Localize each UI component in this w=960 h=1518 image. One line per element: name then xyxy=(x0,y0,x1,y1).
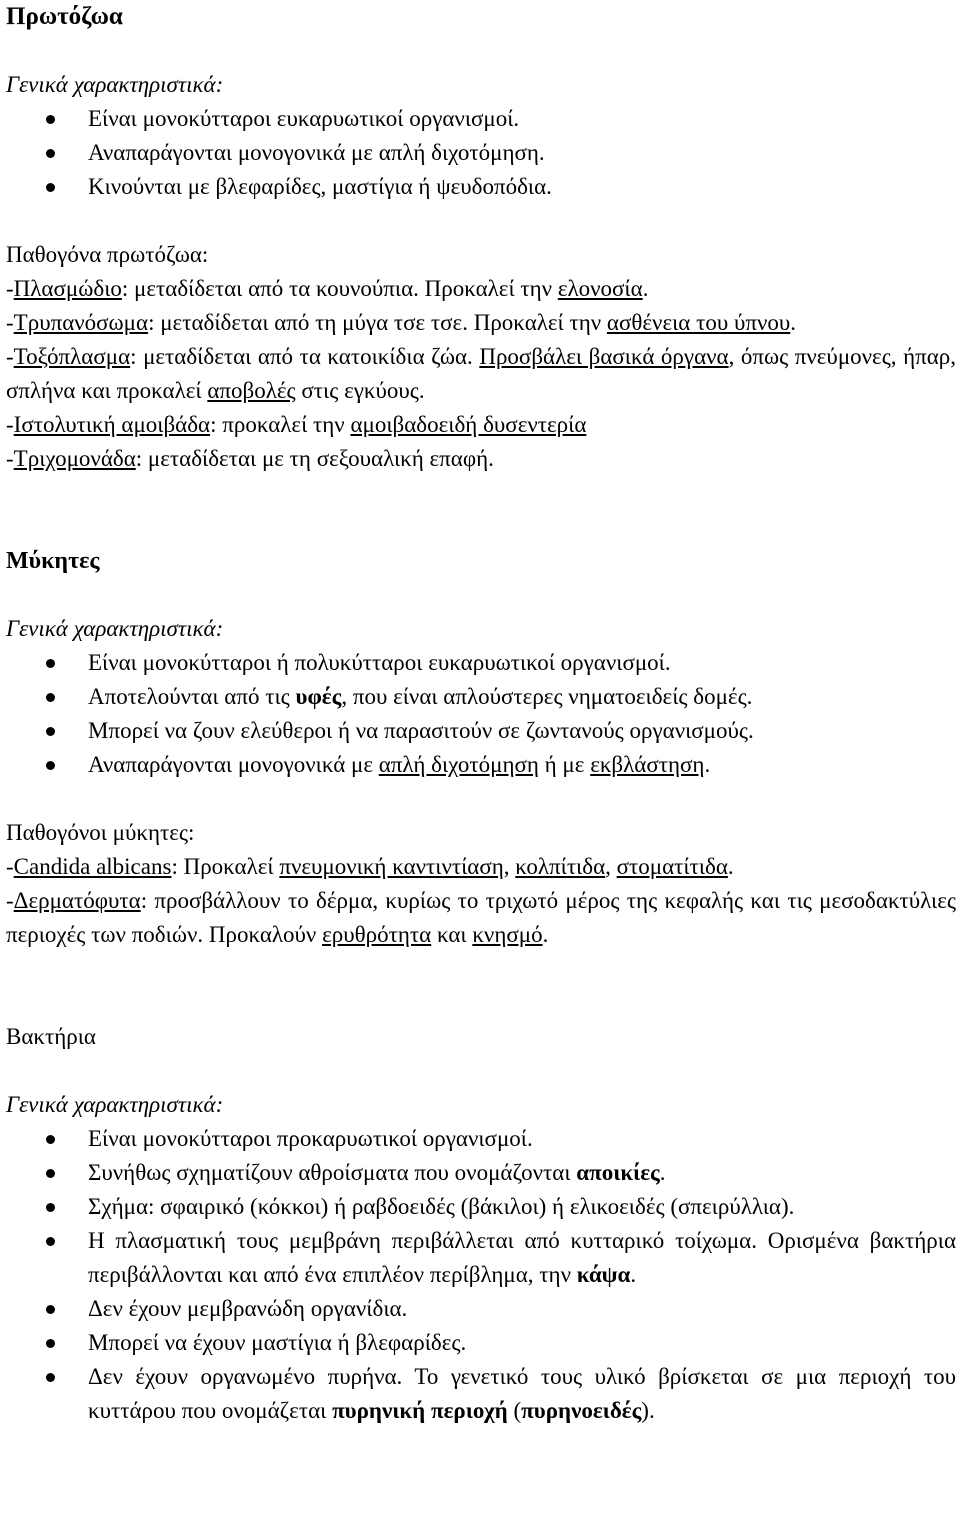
list-item: Είναι μονοκύτταροι ευκαρυωτικοί οργανισμοί. xyxy=(6,102,956,136)
pathogen-dermatophytes: -Δερματόφυτα: προσβάλλουν το δέρμα, κυρίως το τριχωτό μέρος της κεφαλής και τις μεσοδακτύλιες περιοχές των ποδιών. Προκαλούν ερυθρότητα και κνησμό. xyxy=(6,888,956,947)
bullet-icon xyxy=(46,1135,55,1144)
bacteria-feature-list xyxy=(6,1122,956,1428)
protozoa-feature-list xyxy=(6,102,956,204)
list-item: Αναπαράγονται μονογονικά με απλή διχοτόμηση ή με εκβλάστηση. xyxy=(6,748,956,782)
bullet-icon xyxy=(46,1373,55,1382)
bullet-icon xyxy=(46,1305,55,1314)
section-title-fungi: Μύκητες xyxy=(6,548,100,574)
list-item: Η πλασματική τους μεμβράνη περιβάλλεται από κυτταρικό τοίχωμα. Ορισμένα βακτήρια περιβάλλονται και από ένα επιπλέον περίβλημα, την κάψα. xyxy=(6,1224,956,1292)
bullet-icon xyxy=(46,1237,55,1246)
bullet-icon xyxy=(46,1203,55,1212)
list-item: Είναι μονοκύτταροι ή πολυκύτταροι ευκαρυωτικοί οργανισμοί. xyxy=(6,646,956,680)
pathogen-plasmodium: -Πλασμώδιο: μεταδίδεται από τα κουνούπια. Προκαλεί την ελονοσία. xyxy=(6,276,649,301)
bullet-icon xyxy=(46,727,55,736)
general-label-fungi: Γενικά χαρακτηριστικά: xyxy=(6,616,224,641)
bullet-icon xyxy=(46,1169,55,1178)
pathogen-trichomonas: -Τριχομονάδα: μεταδίδεται με τη σεξουαλική επαφή. xyxy=(6,446,494,471)
pathogen-candida: -Candida albicans: Προκαλεί πνευμονική καντιντίαση, κολπίτιδα, στοματίτιδα. xyxy=(6,854,734,879)
list-item: Αποτελούνται από τις υφές, που είναι απλούστερες νηματοειδείς δομές. xyxy=(6,680,956,714)
list-item: Δεν έχουν μεμβρανώδη οργανίδια. xyxy=(6,1292,956,1326)
bullet-icon xyxy=(46,115,55,124)
general-label-protozoa: Γενικά χαρακτηριστικά: xyxy=(6,72,224,97)
bullet-icon xyxy=(46,693,55,702)
fungi-feature-list xyxy=(6,646,956,782)
section-title-bacteria: Βακτήρια xyxy=(6,1024,96,1049)
pathogens-label-fungi: Παθογόνοι μύκητες: xyxy=(6,820,195,845)
pathogen-toxoplasma: -Τοξόπλασμα: μεταδίδεται από τα κατοικίδια ζώα. Προσβάλει βασικά όργανα, όπως πνεύμονες, ήπαρ, σπλήνα και προκαλεί αποβολές στις εγκύους. xyxy=(6,344,957,403)
pathogen-amoeba: -Ιστολυτική αμοιβάδα: προκαλεί την αμοιβαδοειδή δυσεντερία xyxy=(6,412,587,437)
bullet-icon xyxy=(46,659,55,668)
section-title-protozoa: Πρωτόζωα xyxy=(6,3,123,30)
list-item: Είναι μονοκύτταροι προκαρυωτικοί οργανισμοί. xyxy=(6,1122,956,1156)
list-item: Δεν έχουν οργανωμένο πυρήνα. Το γενετικό τους υλικό βρίσκεται σε μια περιοχή του κυττάρου που ονομάζεται πυρηνική περιοχή (πυρηνοειδές). xyxy=(6,1360,956,1428)
list-item: Μπορεί να έχουν μαστίγια ή βλεφαρίδες. xyxy=(6,1326,956,1360)
pathogens-label-protozoa: Παθογόνα πρωτόζωα: xyxy=(6,242,209,267)
list-item: Σχήμα: σφαιρικό (κόκκοι) ή ραβδοειδές (βάκιλοι) ή ελικοειδές (σπειρύλλια). xyxy=(6,1190,956,1224)
bullet-icon xyxy=(46,183,55,192)
list-item: Αναπαράγονται μονογονικά με απλή διχοτόμηση. xyxy=(6,136,956,170)
list-item: Κινούνται με βλεφαρίδες, μαστίγια ή ψευδοπόδια. xyxy=(6,170,956,204)
bullet-icon xyxy=(46,1339,55,1348)
list-item: Μπορεί να ζουν ελεύθεροι ή να παρασιτούν σε ζωντανούς οργανισμούς. xyxy=(6,714,956,748)
list-item: Συνήθως σχηματίζουν αθροίσματα που ονομάζονται αποικίες. xyxy=(6,1156,956,1190)
bullet-icon xyxy=(46,149,55,158)
pathogen-trypanosoma: -Τρυπανόσωμα: μεταδίδεται από τη μύγα τσε τσε. Προκαλεί την ασθένεια του ύπνου. xyxy=(6,310,797,335)
general-label-bacteria: Γενικά χαρακτηριστικά: xyxy=(6,1092,224,1117)
bullet-icon xyxy=(46,761,55,770)
